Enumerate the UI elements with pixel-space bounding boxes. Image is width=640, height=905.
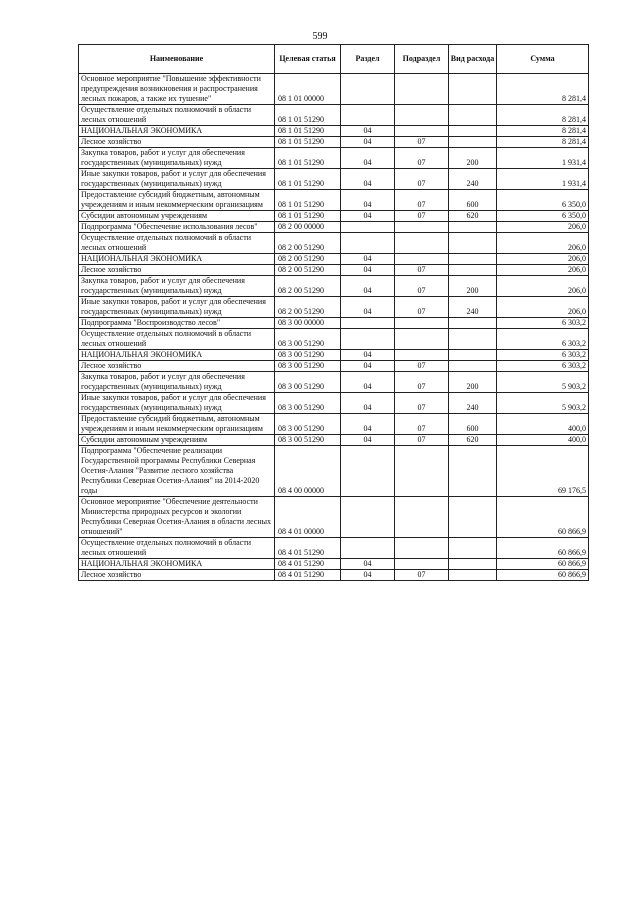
cell-subsection <box>395 538 449 559</box>
cell-subsection <box>395 559 449 570</box>
cell-name: Субсидии автономным учреждениям <box>79 435 275 446</box>
cell-subsection: 07 <box>395 393 449 414</box>
table-row <box>79 74 589 105</box>
cell-amount: 6 303,2 <box>497 329 589 350</box>
cell-section: 04 <box>341 265 395 276</box>
cell-code: 08 2 00 00000 <box>275 222 341 233</box>
cell-name: Осуществление отдельных полномочий в области лесных отношений <box>79 105 275 126</box>
cell-subsection <box>395 497 449 538</box>
cell-subsection: 07 <box>395 169 449 190</box>
cell-name: Лесное хозяйство <box>79 137 275 148</box>
cell-code: 08 3 00 51290 <box>275 372 341 393</box>
cell-subsection <box>395 350 449 361</box>
cell-kind <box>449 497 497 538</box>
table-row <box>79 211 589 222</box>
cell-code: 08 2 00 51290 <box>275 254 341 265</box>
table-row <box>79 570 589 581</box>
cell-amount: 8 281,4 <box>497 105 589 126</box>
table-row <box>79 105 589 126</box>
cell-kind <box>449 361 497 372</box>
cell-code: 08 1 01 51290 <box>275 169 341 190</box>
cell-code: 08 3 00 00000 <box>275 318 341 329</box>
cell-subsection: 07 <box>395 570 449 581</box>
cell-code: 08 4 01 51290 <box>275 538 341 559</box>
table-row <box>79 254 589 265</box>
cell-section: 04 <box>341 211 395 222</box>
cell-subsection: 07 <box>395 190 449 211</box>
header-code: Целевая статья <box>275 45 341 74</box>
table-row <box>79 318 589 329</box>
cell-code: 08 2 00 51290 <box>275 233 341 254</box>
cell-kind <box>449 126 497 137</box>
cell-kind: 620 <box>449 435 497 446</box>
cell-name: Лесное хозяйство <box>79 570 275 581</box>
cell-kind: 620 <box>449 211 497 222</box>
cell-amount: 1 931,4 <box>497 148 589 169</box>
table-row <box>79 190 589 211</box>
cell-subsection: 07 <box>395 297 449 318</box>
cell-amount: 206,0 <box>497 276 589 297</box>
cell-name: Подпрограмма "Обеспечение реализации Государственной программы Республики Северная Осетия-Алания "Развитие лесного хозяйства Республики Северная Осетия-Алания" на 2014-2020 годы <box>79 446 275 497</box>
cell-subsection: 07 <box>395 211 449 222</box>
cell-name: НАЦИОНАЛЬНАЯ ЭКОНОМИКА <box>79 350 275 361</box>
cell-section: 04 <box>341 254 395 265</box>
cell-amount: 400,0 <box>497 435 589 446</box>
cell-section <box>341 446 395 497</box>
cell-section <box>341 233 395 254</box>
cell-subsection <box>395 105 449 126</box>
table-row <box>79 137 589 148</box>
cell-kind <box>449 105 497 126</box>
cell-code: 08 1 01 51290 <box>275 137 341 148</box>
cell-amount: 60 866,9 <box>497 538 589 559</box>
cell-section <box>341 538 395 559</box>
cell-section: 04 <box>341 361 395 372</box>
cell-section <box>341 329 395 350</box>
cell-amount: 400,0 <box>497 414 589 435</box>
cell-code: 08 3 00 51290 <box>275 435 341 446</box>
cell-code: 08 2 00 51290 <box>275 297 341 318</box>
cell-subsection: 07 <box>395 361 449 372</box>
cell-subsection <box>395 446 449 497</box>
header-section: Раздел <box>341 45 395 74</box>
cell-subsection <box>395 222 449 233</box>
header-kind: Вид расхода <box>449 45 497 74</box>
cell-kind <box>449 318 497 329</box>
cell-name: Осуществление отдельных полномочий в области лесных отношений <box>79 233 275 254</box>
cell-code: 08 3 00 51290 <box>275 361 341 372</box>
cell-subsection <box>395 329 449 350</box>
cell-name: НАЦИОНАЛЬНАЯ ЭКОНОМИКА <box>79 254 275 265</box>
cell-code: 08 4 01 51290 <box>275 559 341 570</box>
cell-name: Иные закупки товаров, работ и услуг для обеспечения государственных (муниципальных) нужд <box>79 393 275 414</box>
cell-amount: 6 303,2 <box>497 318 589 329</box>
cell-amount: 6 350,0 <box>497 190 589 211</box>
cell-code: 08 4 00 00000 <box>275 446 341 497</box>
table-row <box>79 222 589 233</box>
cell-section: 04 <box>341 148 395 169</box>
cell-section: 04 <box>341 570 395 581</box>
cell-section: 04 <box>341 559 395 570</box>
cell-code: 08 1 01 51290 <box>275 105 341 126</box>
cell-subsection: 07 <box>395 276 449 297</box>
cell-amount: 5 903,2 <box>497 393 589 414</box>
cell-amount: 6 350,0 <box>497 211 589 222</box>
cell-section: 04 <box>341 393 395 414</box>
cell-amount: 1 931,4 <box>497 169 589 190</box>
cell-name: Предоставление субсидий бюджетным, автономным учреждениям и иным некоммерческим организациям <box>79 190 275 211</box>
header-subsection: Подраздел <box>395 45 449 74</box>
cell-kind <box>449 74 497 105</box>
cell-code: 08 3 00 51290 <box>275 329 341 350</box>
cell-name: Предоставление субсидий бюджетным, автономным учреждениям и иным некоммерческим организациям <box>79 414 275 435</box>
cell-code: 08 1 01 51290 <box>275 190 341 211</box>
header-name: Наименование <box>79 45 275 74</box>
cell-name: Закупка товаров, работ и услуг для обеспечения государственных (муниципальных) нужд <box>79 372 275 393</box>
cell-subsection <box>395 318 449 329</box>
cell-section: 04 <box>341 190 395 211</box>
cell-kind: 240 <box>449 393 497 414</box>
cell-kind <box>449 137 497 148</box>
cell-kind <box>449 222 497 233</box>
table-header <box>79 45 589 74</box>
cell-section: 04 <box>341 350 395 361</box>
cell-subsection: 07 <box>395 148 449 169</box>
cell-section <box>341 74 395 105</box>
cell-name: Подпрограмма "Воспроизводство лесов" <box>79 318 275 329</box>
cell-amount: 6 303,2 <box>497 361 589 372</box>
cell-name: Иные закупки товаров, работ и услуг для обеспечения государственных (муниципальных) нужд <box>79 297 275 318</box>
page-number: 599 <box>312 31 328 42</box>
cell-subsection <box>395 254 449 265</box>
cell-kind <box>449 559 497 570</box>
cell-kind <box>449 254 497 265</box>
cell-kind <box>449 570 497 581</box>
table-row <box>79 233 589 254</box>
cell-section: 04 <box>341 137 395 148</box>
table-row <box>79 393 589 414</box>
cell-section <box>341 222 395 233</box>
cell-code: 08 4 01 51290 <box>275 570 341 581</box>
table-row <box>79 361 589 372</box>
cell-name: Субсидии автономным учреждениям <box>79 211 275 222</box>
cell-subsection <box>395 126 449 137</box>
cell-amount: 60 866,9 <box>497 570 589 581</box>
cell-name: Основное мероприятие "Повышение эффективности предупреждения возникновения и распространения лесных пожаров, а также их тушение" <box>79 74 275 105</box>
cell-section <box>341 318 395 329</box>
cell-code: 08 3 00 51290 <box>275 350 341 361</box>
cell-section <box>341 497 395 538</box>
budget-table <box>78 44 589 581</box>
table-row <box>79 350 589 361</box>
table-row <box>79 497 589 538</box>
table-row <box>79 169 589 190</box>
header-amount: Сумма <box>497 45 589 74</box>
cell-name: Лесное хозяйство <box>79 265 275 276</box>
cell-amount: 6 303,2 <box>497 350 589 361</box>
cell-amount: 206,0 <box>497 265 589 276</box>
cell-amount: 206,0 <box>497 297 589 318</box>
cell-name: Подпрограмма "Обеспечение использования лесов" <box>79 222 275 233</box>
table-row <box>79 446 589 497</box>
cell-code: 08 4 01 00000 <box>275 497 341 538</box>
cell-subsection: 07 <box>395 265 449 276</box>
cell-kind <box>449 350 497 361</box>
cell-subsection <box>395 74 449 105</box>
cell-name: Осуществление отдельных полномочий в области лесных отношений <box>79 538 275 559</box>
cell-kind: 600 <box>449 190 497 211</box>
cell-kind: 200 <box>449 372 497 393</box>
cell-kind: 240 <box>449 169 497 190</box>
cell-section: 04 <box>341 169 395 190</box>
cell-amount: 8 281,4 <box>497 74 589 105</box>
table-row <box>79 372 589 393</box>
cell-amount: 8 281,4 <box>497 137 589 148</box>
cell-amount: 60 866,9 <box>497 559 589 570</box>
cell-subsection: 07 <box>395 435 449 446</box>
cell-name: Основное мероприятие "Обеспечение деятельности Министерства природных ресурсов и экологии Республики Северная Осетия-Алания в области лесных отношений" <box>79 497 275 538</box>
table-row <box>79 126 589 137</box>
cell-amount: 5 903,2 <box>497 372 589 393</box>
cell-subsection: 07 <box>395 414 449 435</box>
cell-section: 04 <box>341 414 395 435</box>
cell-section: 04 <box>341 435 395 446</box>
cell-name: Осуществление отдельных полномочий в области лесных отношений <box>79 329 275 350</box>
cell-kind <box>449 329 497 350</box>
cell-amount: 8 281,4 <box>497 126 589 137</box>
cell-code: 08 2 00 51290 <box>275 265 341 276</box>
cell-section: 04 <box>341 297 395 318</box>
cell-section <box>341 105 395 126</box>
cell-code: 08 2 00 51290 <box>275 276 341 297</box>
cell-code: 08 1 01 51290 <box>275 211 341 222</box>
cell-code: 08 1 01 00000 <box>275 74 341 105</box>
cell-name: НАЦИОНАЛЬНАЯ ЭКОНОМИКА <box>79 126 275 137</box>
table-row <box>79 329 589 350</box>
cell-name: Иные закупки товаров, работ и услуг для обеспечения государственных (муниципальных) нужд <box>79 169 275 190</box>
table-body <box>79 74 589 581</box>
cell-subsection: 07 <box>395 137 449 148</box>
table-row <box>79 559 589 570</box>
cell-amount: 206,0 <box>497 233 589 254</box>
cell-kind <box>449 233 497 254</box>
cell-name: НАЦИОНАЛЬНАЯ ЭКОНОМИКА <box>79 559 275 570</box>
cell-amount: 69 176,5 <box>497 446 589 497</box>
cell-kind <box>449 538 497 559</box>
cell-code: 08 1 01 51290 <box>275 148 341 169</box>
cell-amount: 206,0 <box>497 254 589 265</box>
cell-name: Закупка товаров, работ и услуг для обеспечения государственных (муниципальных) нужд <box>79 276 275 297</box>
cell-code: 08 1 01 51290 <box>275 126 341 137</box>
cell-amount: 60 866,9 <box>497 497 589 538</box>
cell-code: 08 3 00 51290 <box>275 414 341 435</box>
cell-subsection: 07 <box>395 372 449 393</box>
cell-section: 04 <box>341 372 395 393</box>
table-row <box>79 538 589 559</box>
cell-kind <box>449 265 497 276</box>
cell-name: Лесное хозяйство <box>79 361 275 372</box>
cell-kind: 240 <box>449 297 497 318</box>
cell-code: 08 3 00 51290 <box>275 393 341 414</box>
table-row <box>79 435 589 446</box>
table-row <box>79 414 589 435</box>
cell-subsection <box>395 233 449 254</box>
cell-kind: 200 <box>449 276 497 297</box>
cell-section: 04 <box>341 276 395 297</box>
table-row <box>79 265 589 276</box>
cell-section: 04 <box>341 126 395 137</box>
cell-kind: 200 <box>449 148 497 169</box>
cell-name: Закупка товаров, работ и услуг для обеспечения государственных (муниципальных) нужд <box>79 148 275 169</box>
cell-kind <box>449 446 497 497</box>
table-row <box>79 276 589 297</box>
cell-kind: 600 <box>449 414 497 435</box>
table-row <box>79 148 589 169</box>
table-row <box>79 297 589 318</box>
cell-amount: 206,0 <box>497 222 589 233</box>
